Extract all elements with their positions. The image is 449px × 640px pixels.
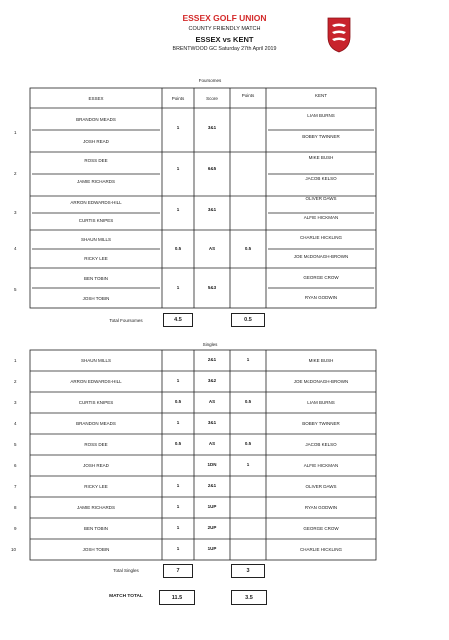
points-right: 1 bbox=[246, 357, 250, 362]
kent-player: RYAN GODWIN bbox=[304, 295, 338, 300]
match-number: 1 bbox=[14, 130, 17, 135]
total-singles-left: 7 bbox=[163, 564, 193, 578]
kent-player: JACOB KELSO bbox=[305, 442, 337, 447]
points-left: 0.5 bbox=[174, 399, 182, 404]
points-left: 1 bbox=[176, 483, 180, 488]
essex-player: CURTIS KNIPES bbox=[78, 400, 114, 405]
kent-player: JACOB KELSO bbox=[305, 176, 337, 181]
score: 3&1 bbox=[207, 125, 217, 130]
kent-player: LIAM BURNS bbox=[307, 113, 335, 118]
essex-player: ROSS DEE bbox=[84, 158, 108, 163]
score: AS bbox=[208, 246, 216, 251]
points-right: 0.5 bbox=[244, 441, 252, 446]
match-number: 7 bbox=[14, 484, 17, 489]
score: 3&2 bbox=[207, 378, 217, 383]
kent-player: GEORGE CROW bbox=[303, 275, 339, 280]
score: AS bbox=[208, 399, 216, 404]
match-number: 9 bbox=[14, 526, 17, 531]
match-number: 2 bbox=[14, 379, 17, 384]
kent-player: BOBBY TWINNER bbox=[302, 134, 340, 139]
match-number: 8 bbox=[14, 505, 17, 510]
kent-player: RYAN GODWIN bbox=[304, 505, 338, 510]
kent-player: ALFIE HICKMAN bbox=[303, 463, 339, 468]
header-subtitle: COUNTY FRIENDLY MATCH bbox=[188, 26, 261, 32]
essex-player: JOSH TOBIN bbox=[82, 547, 110, 552]
points-left: 1 bbox=[176, 166, 180, 171]
essex-player: SHAUN MILLS bbox=[80, 358, 111, 363]
score: 3&1 bbox=[207, 207, 217, 212]
points-right: 0.5 bbox=[244, 246, 252, 251]
kent-player: GEORGE CROW bbox=[303, 526, 339, 531]
total-foursomes-left: 4.5 bbox=[163, 313, 193, 327]
score: 6&5 bbox=[207, 166, 217, 171]
essex-player: ROSS DEE bbox=[84, 442, 108, 447]
essex-player: BEN TOBIN bbox=[83, 276, 109, 281]
col-header-points-right: Points bbox=[241, 93, 255, 98]
kent-player: JOE McDONAGH-BROWN bbox=[293, 379, 349, 384]
points-left: 1 bbox=[176, 125, 180, 130]
essex-player: RICKY LEE bbox=[84, 256, 108, 261]
match-number: 6 bbox=[14, 463, 17, 468]
essex-player: ARRON EDWARDS-HILL bbox=[70, 200, 122, 205]
kent-player: MIKE BUSH bbox=[308, 155, 334, 160]
match-number: 1 bbox=[14, 358, 17, 363]
header-union: ESSEX GOLF UNION bbox=[182, 13, 267, 23]
foursomes-caption: Foursomes bbox=[198, 78, 222, 83]
points-left: 0.5 bbox=[174, 441, 182, 446]
essex-player: BEN TOBIN bbox=[83, 526, 109, 531]
kent-player: OLIVER DAWS bbox=[305, 484, 337, 489]
points-left: 1 bbox=[176, 504, 180, 509]
match-total-right: 3.5 bbox=[231, 590, 267, 605]
points-left: 0.5 bbox=[174, 246, 182, 251]
points-left: 1 bbox=[176, 546, 180, 551]
points-right: 1 bbox=[246, 462, 250, 467]
match-number: 10 bbox=[11, 547, 17, 552]
essex-player: JOSH READ bbox=[83, 463, 109, 468]
match-number: 2 bbox=[14, 171, 17, 176]
match-number: 3 bbox=[14, 400, 17, 405]
score: AS bbox=[208, 441, 216, 446]
points-left: 1 bbox=[176, 207, 180, 212]
total-singles-label: Total Singles bbox=[113, 568, 139, 573]
col-header-essex: ESSEX bbox=[88, 96, 104, 101]
kent-player: ALFIE HICKMAN bbox=[303, 215, 339, 220]
essex-player: JAMIE RICHARDS bbox=[76, 505, 115, 510]
points-left: 1 bbox=[176, 420, 180, 425]
match-total-left: 11.5 bbox=[159, 590, 195, 605]
header-venue: BRENTWOOD GC Saturday 27th April 2019 bbox=[172, 46, 277, 52]
col-header-score: Score bbox=[206, 96, 218, 101]
total-foursomes-label: Total Foursomes bbox=[109, 318, 143, 323]
points-left: 1 bbox=[176, 525, 180, 530]
essex-player: JOSH TOBIN bbox=[82, 296, 110, 301]
score: 2&1 bbox=[207, 483, 217, 488]
match-number: 3 bbox=[14, 210, 17, 215]
essex-player: CURTIS KNIPES bbox=[78, 218, 114, 223]
match-total-label: MATCH TOTAL bbox=[109, 594, 143, 599]
header-teams: ESSEX vs KENT bbox=[195, 35, 254, 44]
match-number: 5 bbox=[14, 287, 17, 292]
score: 2&1 bbox=[207, 357, 217, 362]
match-number: 5 bbox=[14, 442, 17, 447]
col-header-kent: KENT bbox=[314, 93, 327, 98]
points-right: 0.5 bbox=[244, 399, 252, 404]
essex-player: BRANDON MEADS bbox=[76, 117, 116, 122]
essex-player: JOSH READ bbox=[83, 139, 109, 144]
total-singles-right: 3 bbox=[231, 564, 265, 578]
kent-player: CHARLIE HICKLING bbox=[299, 547, 342, 552]
essex-player: BRANDON MEADS bbox=[76, 421, 116, 426]
score: 1UP bbox=[207, 546, 217, 551]
essex-player: JAMIE RICHARDS bbox=[76, 179, 115, 184]
total-foursomes-right: 0.5 bbox=[231, 313, 265, 327]
points-left: 1 bbox=[176, 285, 180, 290]
kent-player: CHARLIE HICKLING bbox=[299, 235, 342, 240]
col-header-points-left: Points bbox=[171, 96, 185, 101]
points-left: 1 bbox=[176, 378, 180, 383]
kent-player: LIAM BURNS bbox=[307, 400, 335, 405]
match-number: 4 bbox=[14, 246, 17, 251]
score: 5&3 bbox=[207, 285, 217, 290]
kent-player: MIKE BUSH bbox=[308, 358, 334, 363]
essex-player: ARRON EDWARDS-HILL bbox=[70, 379, 122, 384]
match-number: 4 bbox=[14, 421, 17, 426]
kent-player: OLIVER DAWS bbox=[305, 196, 337, 201]
essex-player: RICKY LEE bbox=[84, 484, 108, 489]
kent-player: JOE McDONAGH-BROWN bbox=[293, 254, 349, 259]
singles-caption: Singles bbox=[202, 342, 218, 347]
score: 2UP bbox=[207, 525, 217, 530]
score: 1UP bbox=[207, 504, 217, 509]
score: 1DN bbox=[207, 462, 217, 467]
score: 3&1 bbox=[207, 420, 217, 425]
essex-player: SHAUN MILLS bbox=[80, 237, 111, 242]
kent-player: BOBBY TWINNER bbox=[302, 421, 340, 426]
